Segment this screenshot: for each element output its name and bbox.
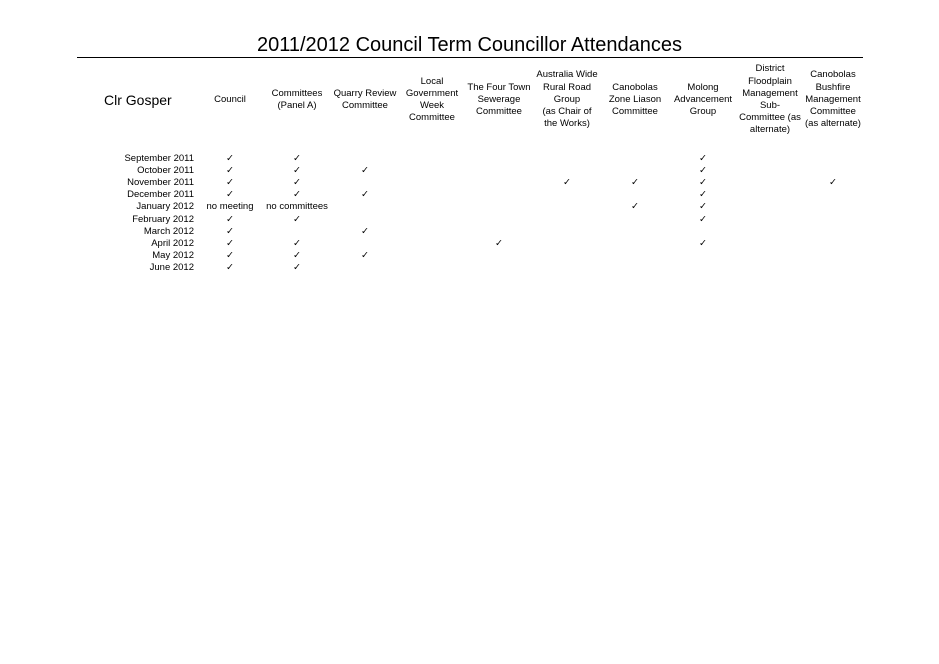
attendance-check-icon: ✓: [631, 201, 639, 213]
column-header-label: Council: [214, 93, 246, 105]
attendance-check-icon: ✓: [361, 189, 369, 201]
attendance-check-icon: ✓: [699, 213, 707, 225]
attendance-check-icon: ✓: [699, 189, 707, 201]
attendance-check-icon: ✓: [829, 177, 837, 189]
attendance-check-icon: ✓: [226, 213, 234, 225]
row-month-label: December 2011: [127, 189, 194, 201]
attendance-check-icon: ✓: [226, 165, 234, 177]
column-header-label: Committees (Panel A): [271, 87, 323, 111]
title-rule: [77, 57, 863, 58]
column-header-label: Canobolas Zone Liason Committee: [608, 81, 662, 118]
attendance-check-icon: ✓: [699, 153, 707, 164]
attendance-check-icon: ✓: [226, 225, 234, 237]
column-header: [800, 60, 866, 140]
attendance-check-icon: ✓: [293, 237, 301, 249]
attendance-check-icon: ✓: [293, 213, 301, 225]
row-month-label: October 2011: [137, 165, 194, 177]
attendance-check-icon: ✓: [699, 177, 707, 189]
column-header-label: Canobolas Bushfire Management Committee (as alternate): [805, 69, 861, 130]
attendance-check-icon: ✓: [361, 165, 369, 177]
attendance-check-icon: ✓: [293, 249, 301, 261]
column-header-label: The Four Town Sewerage Committee: [467, 81, 531, 118]
column-header-label: Australia Wide Rural Road Group (as Chair of the Works): [536, 69, 598, 130]
column-header-label: Quarry Review Committee: [333, 87, 397, 111]
attendance-note: no committees: [266, 201, 328, 213]
row-month-label: February 2012: [132, 213, 194, 225]
attendance-check-icon: ✓: [226, 177, 234, 189]
column-header: [602, 60, 668, 140]
column-header: [197, 60, 263, 140]
attendance-check-icon: ✓: [226, 261, 234, 273]
attendance-check-icon: ✓: [226, 237, 234, 249]
page-title: 2011/2012 Council Term Councillor Attendances: [256, 34, 683, 56]
row-month-label: January 2012: [136, 201, 194, 213]
attendance-check-icon: ✓: [699, 237, 707, 249]
row-month-label: May 2012: [152, 249, 194, 261]
column-header: [670, 60, 736, 140]
column-header: [737, 60, 803, 140]
attendance-check-icon: ✓: [293, 153, 301, 164]
attendance-check-icon: ✓: [361, 225, 369, 237]
attendance-check-icon: ✓: [293, 189, 301, 201]
row-month-label: March 2012: [143, 225, 194, 237]
row-month-label: September 2011: [124, 153, 194, 164]
attendance-check-icon: ✓: [699, 165, 707, 177]
column-header-label: Molong Advancement Group: [673, 81, 733, 118]
attendance-check-icon: ✓: [293, 261, 301, 273]
column-header: [332, 60, 398, 140]
attendance-check-icon: ✓: [226, 153, 234, 164]
row-month-label: November 2011: [127, 177, 194, 189]
column-header-label: Local Government Week Committee: [405, 75, 459, 124]
column-header: [534, 60, 600, 140]
attendance-check-icon: ✓: [631, 177, 639, 189]
column-header: [466, 60, 532, 140]
row-month-label: June 2012: [149, 261, 194, 273]
councillor-name: Clr Gosper: [104, 92, 172, 108]
attendance-check-icon: ✓: [361, 249, 369, 261]
attendance-note: no meeting: [206, 201, 254, 213]
attendance-check-icon: ✓: [293, 177, 301, 189]
column-header-label: District Floodplain Management Sub- Committee (as alternate): [739, 63, 801, 136]
attendance-check-icon: ✓: [563, 177, 571, 189]
row-month-label: April 2012: [151, 237, 194, 249]
attendance-check-icon: ✓: [699, 201, 707, 213]
column-header: [264, 60, 330, 140]
attendance-check-icon: ✓: [226, 249, 234, 261]
attendance-check-icon: ✓: [495, 237, 503, 249]
attendance-check-icon: ✓: [226, 189, 234, 201]
column-header: [399, 60, 465, 140]
attendance-check-icon: ✓: [293, 165, 301, 177]
